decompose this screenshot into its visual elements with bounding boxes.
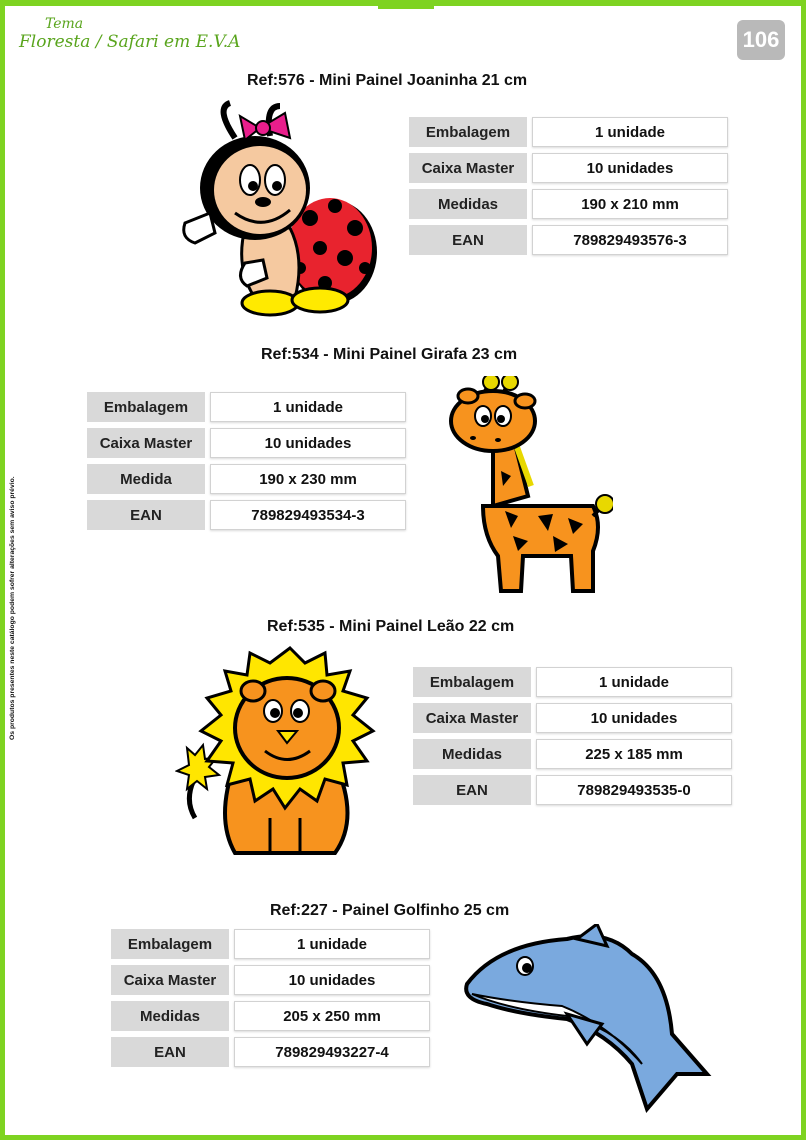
page-number-badge: 106 [737, 20, 785, 60]
spec-value: 789829493576-3 [532, 225, 728, 255]
spec-value: 1 unidade [234, 929, 430, 959]
product-title: Ref:227 - Painel Golfinho 25 cm [270, 902, 510, 919]
spec-value: 10 unidades [210, 428, 406, 458]
spec-label: Caixa Master [111, 965, 229, 995]
spec-row [413, 703, 732, 733]
spec-label: Medidas [413, 739, 531, 769]
spec-label: EAN [111, 1037, 229, 1067]
spec-row [87, 392, 406, 422]
spec-value: 789829493227-4 [234, 1037, 430, 1067]
spec-row [409, 117, 728, 147]
product-title: Ref:576 - Mini Painel Joaninha 21 cm [247, 72, 528, 89]
spec-value: 10 unidades [234, 965, 430, 995]
spec-label: EAN [87, 500, 205, 530]
spec-value: 205 x 250 mm [234, 1001, 430, 1031]
spec-label: Caixa Master [87, 428, 205, 458]
spec-value: 10 unidades [536, 703, 732, 733]
brand-line2: Floresta / Safari em E.V.A [19, 32, 241, 52]
product-title: Ref:534 - Mini Painel Girafa 23 cm [261, 346, 518, 363]
spec-value: 1 unidade [210, 392, 406, 422]
spec-label: EAN [413, 775, 531, 805]
spec-label: EAN [409, 225, 527, 255]
giraffe-icon [443, 376, 613, 606]
spec-row [409, 189, 728, 219]
spec-value: 190 x 210 mm [532, 189, 728, 219]
spec-label: Caixa Master [413, 703, 531, 733]
spec-row [111, 965, 430, 995]
top-accent-line [378, 6, 434, 9]
spec-row [87, 464, 406, 494]
spec-table [111, 929, 430, 1073]
spec-table [413, 667, 732, 811]
ladybug-icon [175, 98, 390, 325]
spec-label: Medida [87, 464, 205, 494]
spec-value: 225 x 185 mm [536, 739, 732, 769]
spec-table [409, 117, 728, 261]
spec-value: 789829493535-0 [536, 775, 732, 805]
spec-label: Embalagem [409, 117, 527, 147]
spec-row [111, 1037, 430, 1067]
spec-row [409, 153, 728, 183]
spec-value: 10 unidades [532, 153, 728, 183]
brand-line1: Tema [45, 16, 84, 32]
spec-row [413, 739, 732, 769]
spec-label: Embalagem [111, 929, 229, 959]
spec-label: Medidas [111, 1001, 229, 1031]
spec-value: 789829493534-3 [210, 500, 406, 530]
spec-row [87, 500, 406, 530]
product-title: Ref:535 - Mini Painel Leão 22 cm [267, 618, 515, 635]
spec-row [413, 775, 732, 805]
spec-row [111, 929, 430, 959]
spec-value: 190 x 230 mm [210, 464, 406, 494]
spec-label: Embalagem [87, 392, 205, 422]
spec-row [413, 667, 732, 697]
spec-table [87, 392, 406, 536]
dolphin-icon [457, 924, 722, 1119]
spec-row [87, 428, 406, 458]
spec-row [409, 225, 728, 255]
spec-label: Caixa Master [409, 153, 527, 183]
disclaimer-note: Os produtos presentes neste catálogo podem sofrer alterações sem aviso prévio. [9, 476, 16, 740]
spec-value: 1 unidade [532, 117, 728, 147]
spec-value: 1 unidade [536, 667, 732, 697]
spec-label: Medidas [409, 189, 527, 219]
spec-label: Embalagem [413, 667, 531, 697]
spec-row [111, 1001, 430, 1031]
lion-icon [175, 643, 390, 873]
